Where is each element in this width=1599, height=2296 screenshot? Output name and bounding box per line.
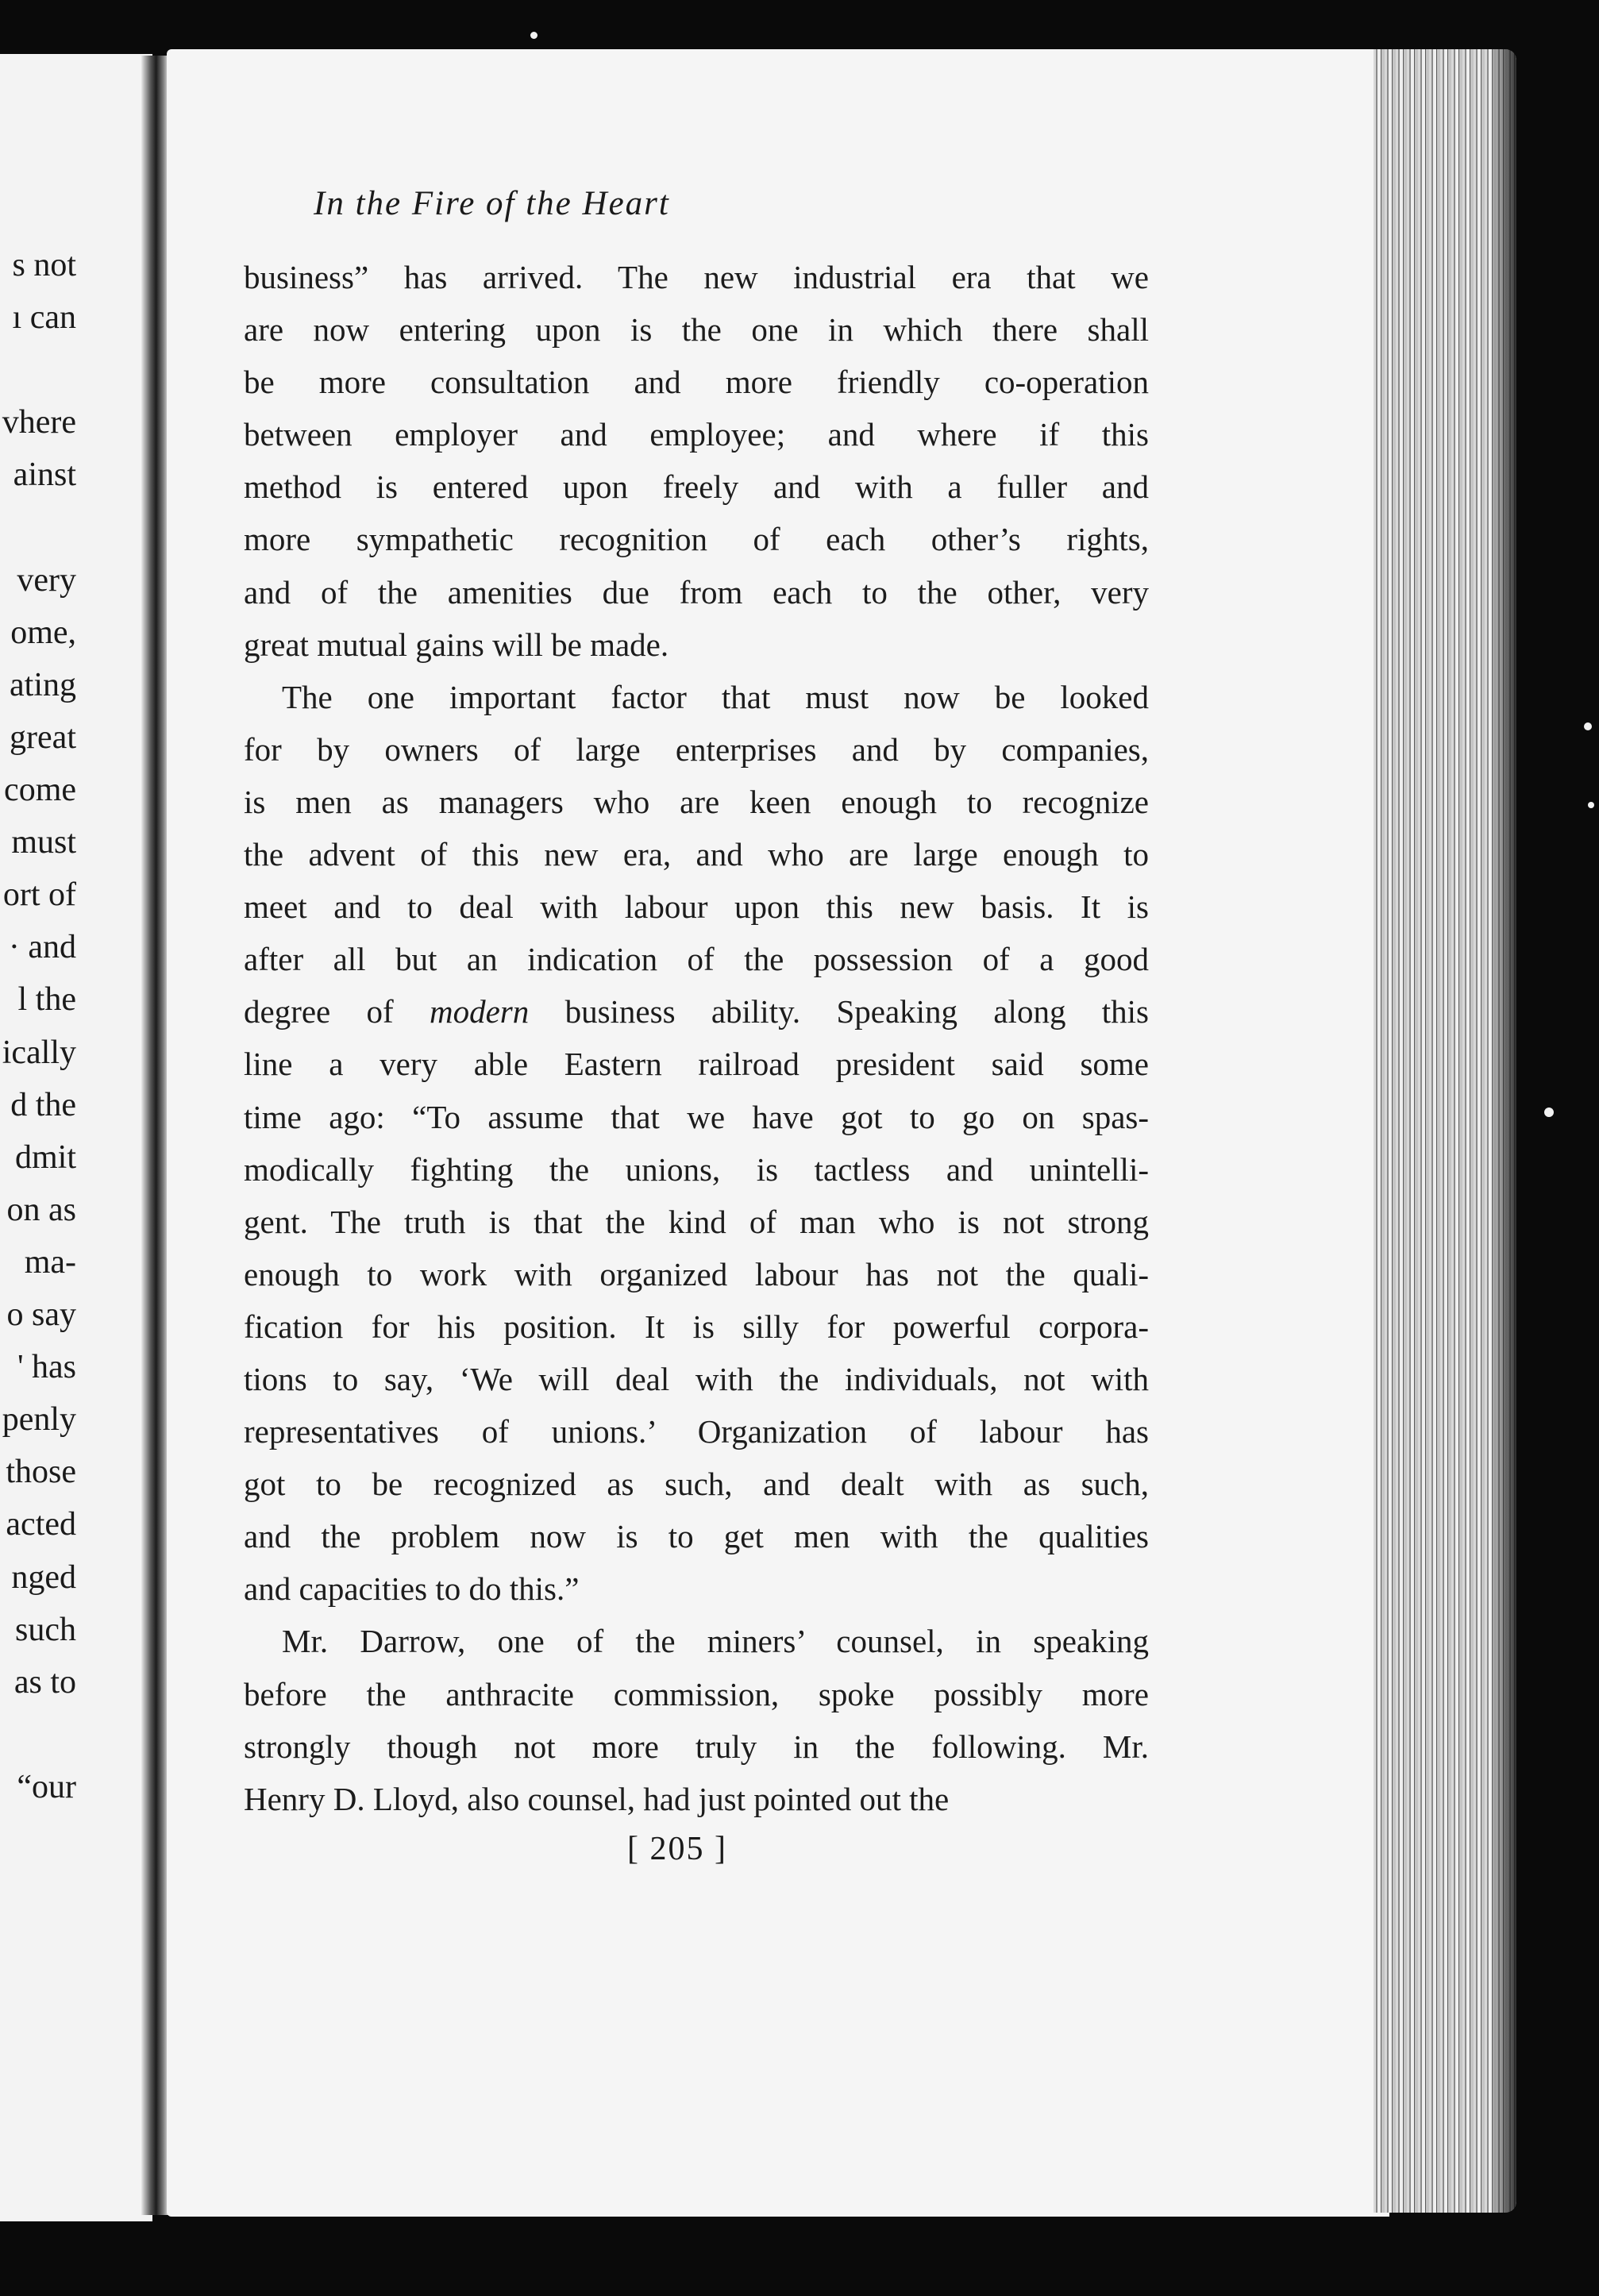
text-line: tions to say, ‘We will deal with the individuals, not with (244, 1360, 1149, 1397)
text-line: for by owners of large enterprises and by companies, (244, 730, 1149, 768)
text-line: business” has arrived. The new industrial era that we (244, 259, 1149, 295)
text-line: modically fighting the unions, is tactless and unintelli- (244, 1150, 1149, 1188)
left-page-line: as to (13, 1663, 76, 1701)
text-line: Henry D. Lloyd, also counsel, had just pointed out the (244, 1780, 950, 1817)
left-page-line: great (10, 718, 76, 756)
scan-speck (1544, 1108, 1554, 1117)
left-page-line: d the (10, 1086, 76, 1123)
left-page-line: penly (2, 1401, 76, 1439)
text-line: time ago: “To assume that we have got to go on spas- (244, 1098, 1149, 1135)
left-page-line: vhere (2, 404, 76, 441)
page-edges (1374, 49, 1516, 2213)
left-page-line: s not (12, 247, 76, 283)
body-text (244, 251, 1149, 1825)
text-line: meet and to deal with labour upon this new basis. It is (244, 888, 1149, 926)
text-line: and of the amenities due from each to the other, very (244, 573, 1149, 611)
text-line: before the anthracite commission, spoke possibly more (244, 1675, 1149, 1712)
page-number: [ 205 ] (627, 1831, 727, 1867)
text-line: great mutual gains will be made. (244, 626, 669, 663)
text-line: method is entered upon freely and with a fuller and (244, 468, 1149, 506)
text-line: strongly though not more truly in the following. Mr. (244, 1728, 1149, 1765)
text-line: is men as managers who are keen enough to recognize (244, 783, 1149, 820)
left-page-line: l the (17, 981, 76, 1019)
text-line: The one important factor that must now be looked (282, 678, 1149, 715)
text-line: degree of modern business ability. Speaking along this (244, 993, 1149, 1031)
left-page-line: must (11, 824, 76, 861)
left-page-line: acted (6, 1506, 76, 1543)
text-line: representatives of unions.’ Organization of labour has (244, 1413, 1149, 1450)
text-line: line a very able Eastern railroad president said some (244, 1046, 1149, 1083)
text-line: between employer and employee; and where if this (244, 416, 1149, 453)
text-line: fication for his position. It is silly for powerful corpora- (244, 1308, 1149, 1345)
left-page-line: o say (6, 1296, 76, 1333)
scan-speck (1584, 722, 1592, 730)
left-page-line: come (4, 772, 76, 808)
text-line: the advent of this new era, and who are large enough to (244, 836, 1149, 873)
scan-speck (530, 32, 537, 39)
left-page-line: such (15, 1611, 76, 1648)
left-page-line: very (17, 561, 76, 599)
text-line: after all but an indication of the possession of a good (244, 941, 1149, 978)
text-line: enough to work with organized labour has not the quali- (244, 1255, 1149, 1292)
text-line: and the problem now is to get men with the qualities (244, 1518, 1149, 1555)
text-line: more sympathetic recognition of each other’s rights, (244, 521, 1149, 558)
left-page-line: ı can (12, 299, 76, 337)
left-page-line: nged (11, 1558, 76, 1596)
left-page-line: on as (6, 1191, 76, 1228)
left-page-line: those (6, 1454, 76, 1491)
emphasis-text: modern (430, 993, 530, 1031)
text-line: be more consultation and more friendly co-operation (244, 364, 1149, 401)
left-page-line: ma- (24, 1243, 76, 1281)
left-page-line: ome, (10, 614, 76, 651)
left-page-line: ically (2, 1034, 76, 1071)
left-page-line: dmit (14, 1138, 76, 1176)
text-line: are now entering upon is the one in which there shall (244, 311, 1149, 349)
left-page-line: ating (10, 666, 76, 703)
left-page-line: ainst (13, 457, 76, 494)
text-line: Mr. Darrow, one of the miners’ counsel, in speaking (282, 1623, 1149, 1660)
left-page-line: ' has (17, 1349, 76, 1386)
left-facing-page (0, 54, 152, 2221)
running-head: In the Fire of the Heart (314, 185, 670, 222)
left-page-line: · and (8, 929, 76, 966)
text-line: got to be recognized as such, and dealt with as such, (244, 1466, 1149, 1503)
text-line: and capacities to do this.” (244, 1570, 580, 1608)
book-gutter (141, 56, 168, 2215)
left-page-line: ort of (2, 876, 76, 914)
text-line: gent. The truth is that the kind of man who is not strong (244, 1203, 1149, 1240)
left-page-line: “our (17, 1768, 76, 1805)
scan-speck (1588, 802, 1594, 808)
